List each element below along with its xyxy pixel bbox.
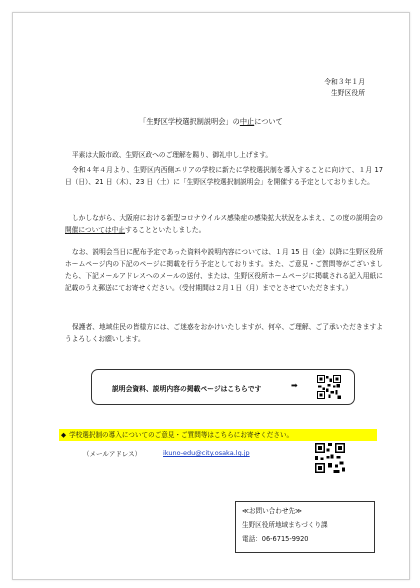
paragraph-apology: 保護者、地域住民の皆様方には、ご迷惑をおかけいたしますが、何卒、ご理解、ご了承いただきますようよろしくお願いします。 [65, 323, 383, 344]
qr-code-icon[interactable] [317, 375, 341, 399]
cancellation-underlined: 開催については中止 [65, 226, 126, 235]
contact-department: 生野区役所地域まちづくり課 [242, 521, 328, 529]
contact-box [235, 501, 375, 553]
diamond-icon: ◆ [61, 431, 67, 439]
email-label: （メールアドレス） [83, 450, 142, 458]
cancellation-text-a: しかしながら、大阪府における新型コロナウイルス感染症の感染拡大状況をふまえ、この度の説明会の [72, 214, 383, 222]
paragraph-cancellation [65, 212, 383, 236]
issuer-name: 生野区役所 [331, 89, 365, 97]
opinion-notice [59, 429, 377, 441]
title-underlined: 中止 [239, 117, 255, 126]
right-arrow-icon: ➡ [291, 381, 298, 390]
paragraph-greeting: 平素は大阪市政、生野区政へのご理解を賜り、御礼申し上げます。 [72, 151, 273, 159]
title-prefix: 「生野区学校選択制説明会」の [139, 117, 240, 126]
paragraph-plan: 令和４年４月より、生野区内西側エリアの学校に新たに学校選択制を導入することに向けて、１月 17 日（日）、21 日（木）、23 日（土）に「生野区学校選択制説明会」を開催する予定としておりました。 [65, 166, 383, 187]
header-block [324, 77, 365, 99]
notice-text: 学校選択制の導入についてのご意見・ご質問等はこちらにお寄せください。 [69, 431, 294, 439]
materials-link-label[interactable]: 説明会資料、説明内容の掲載ページはこちらです [112, 385, 262, 393]
materials-link-box[interactable] [91, 369, 355, 405]
contact-phone: 電話：06-6715-9920 [242, 535, 309, 543]
cancellation-text-b: することといたしました。 [125, 226, 206, 235]
document-title [13, 117, 409, 127]
contact-heading: ≪お問い合わせ先≫ [242, 507, 302, 515]
paragraph-materials: なお、説明会当日に配布予定であった資料や説明内容については、１月 15 日（金）以降に生野区役所ホームページ内の下記のページに掲載を行う予定としております。また、ご意見・ご質問等がございましたら、下記メールアドレスへのメールの送付、または、生野区役所ホームページに掲載される記入用紙に記載のうえ郵送にてお寄せください。（受付期間は２月１日（月）までとさせていただきます。） [65, 248, 383, 293]
issue-date: 令和３年１月 [324, 78, 365, 86]
title-suffix: について [254, 117, 283, 126]
document-page [12, 12, 410, 580]
qr-code-icon[interactable] [315, 443, 345, 473]
email-link[interactable]: ikuno-edu@city.osaka.lg.jp [163, 449, 250, 457]
